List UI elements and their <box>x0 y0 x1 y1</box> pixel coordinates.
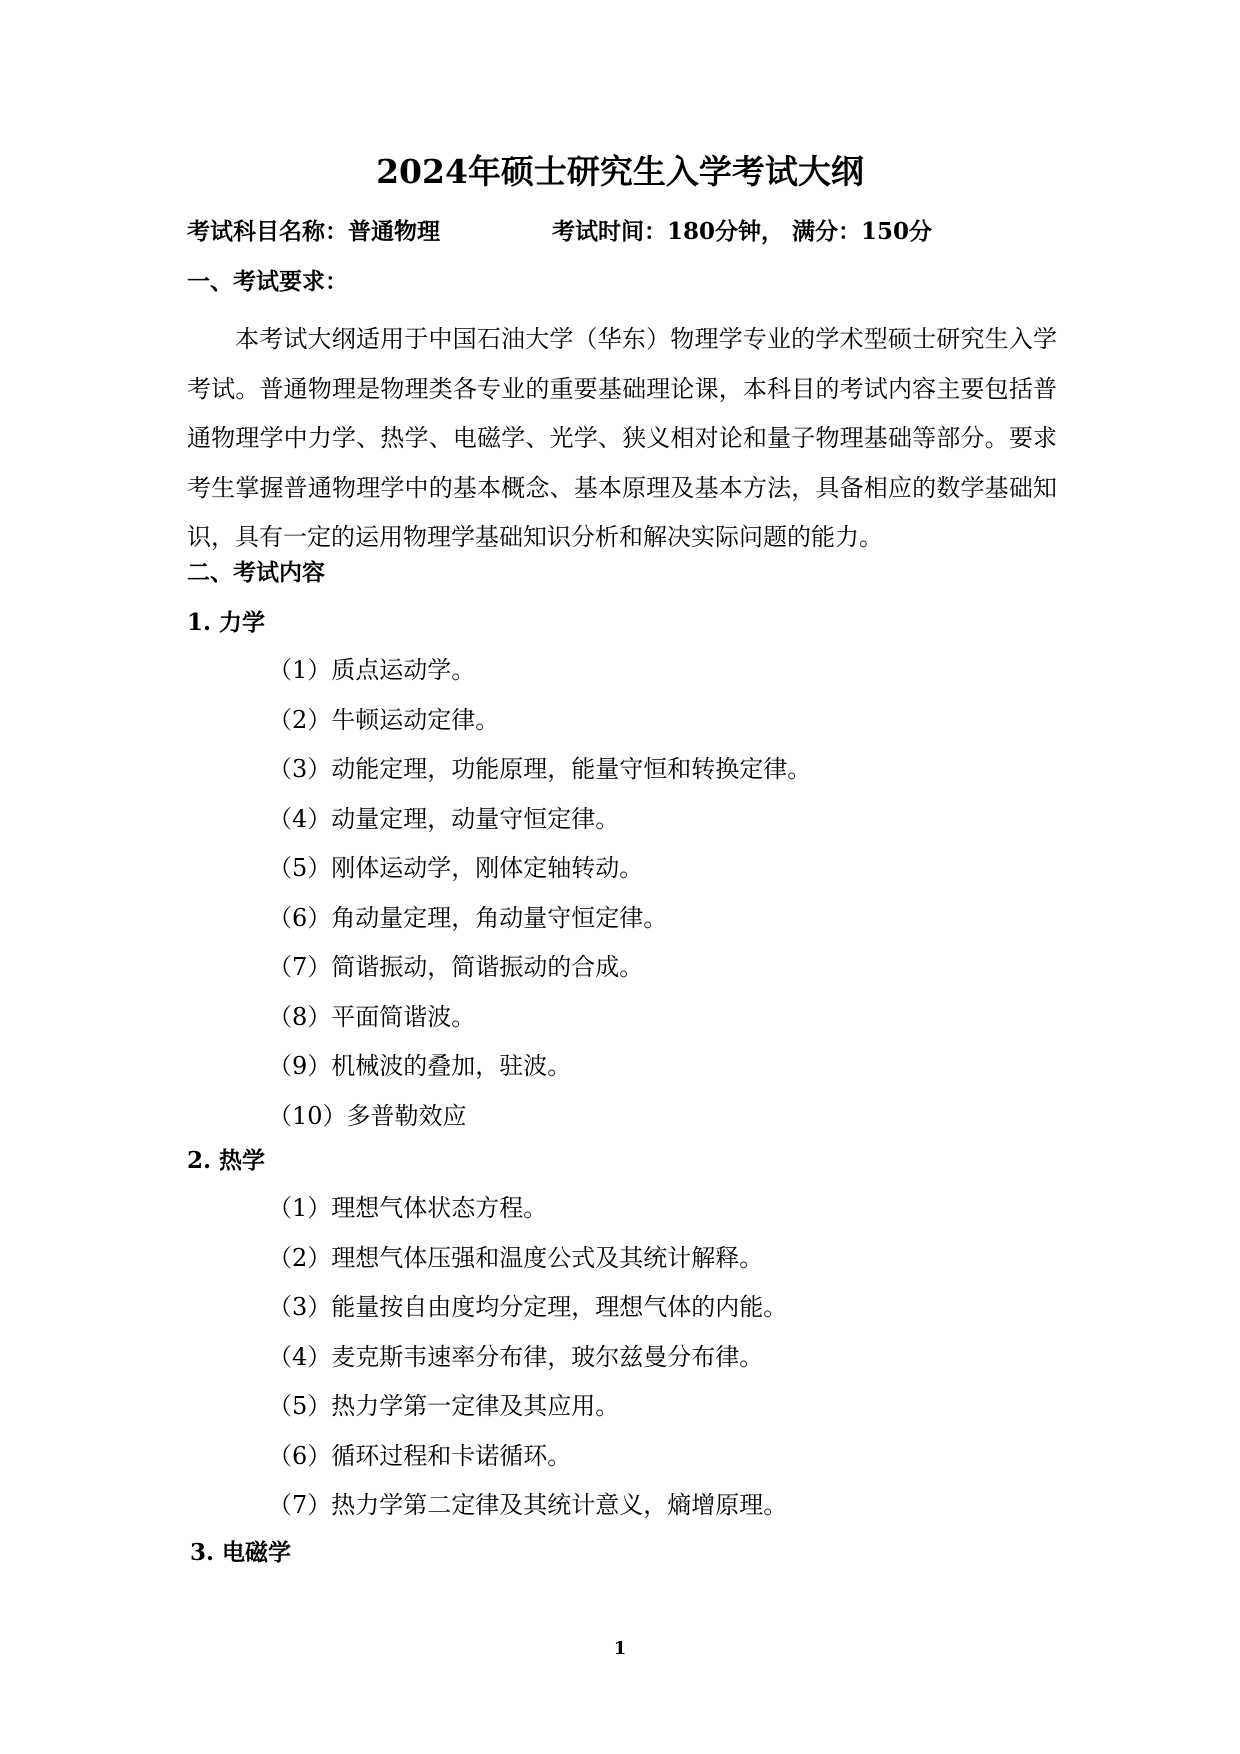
list-item: （6）循环过程和卡诺循环。 <box>268 1441 572 1470</box>
list-item: （6）角动量定理，角动量守恒定律。 <box>268 903 668 932</box>
list-item: （7）热力学第二定律及其统计意义，熵增原理。 <box>268 1491 788 1519</box>
subsection-heading-thermo: 2. 热学 <box>187 1147 266 1174</box>
list-item: （1）理想气体状态方程。 <box>268 1194 548 1222</box>
list-item: （10）多普勒效应 <box>268 1101 467 1130</box>
list-item: （3）动能定理，功能原理，能量守恒和转换定律。 <box>268 755 812 783</box>
list-item: （5）刚体运动学，刚体定轴转动。 <box>268 854 644 882</box>
list-item: （4）麦克斯韦速率分布律，玻尔兹曼分布律。 <box>268 1342 764 1371</box>
list-item: （1）质点运动学。 <box>268 656 476 684</box>
requirements-text: 本考试大纲适用于中国石油大学（华东）物理学专业的学术型硕士研究生入学考试。普通物理是物理类各专业的重要基础理论课，本科目的考试内容主要包括普通物理学中力学、热学、电磁学、光学、狭义相对论和量子物理基础等部分。要求考生掌握普通物理学中的基本概念、基本原理及基本方法，具备相应的数学基础知识，具有一定的运用物理学基础知识分析和解决实际问题的能力。 <box>187 325 1057 551</box>
mechanics-list <box>268 646 811 1141</box>
exam-subject: 考试科目名称：普通物理 <box>187 218 440 245</box>
document-title: 2024年硕士研究生入学考试大纲 <box>376 152 864 191</box>
section-heading-requirements: 一、考试要求： <box>187 268 348 295</box>
list-item: （7）简谐振动，简谐振动的合成。 <box>268 953 644 981</box>
list-item: （2）理想气体压强和温度公式及其统计解释。 <box>268 1243 764 1272</box>
list-item: （8）平面简谐波。 <box>268 1002 476 1031</box>
list-item: （4）动量定理，动量守恒定律。 <box>268 804 620 833</box>
list-item: （9）机械波的叠加，驻波。 <box>268 1052 572 1080</box>
list-item: （2）牛顿运动定律。 <box>268 705 500 734</box>
list-item: （5）热力学第一定律及其应用。 <box>268 1392 620 1420</box>
requirements-paragraph <box>187 315 1057 563</box>
list-item: （3）能量按自由度均分定理，理想气体的内能。 <box>268 1293 788 1321</box>
thermo-list <box>268 1184 787 1531</box>
page-number: 1 <box>613 1638 627 1659</box>
subsection-heading-em: 3. 电磁学 <box>190 1539 292 1566</box>
subsection-heading-mechanics: 1. 力学 <box>187 609 266 636</box>
section-heading-content: 二、考试内容 <box>187 559 325 586</box>
exam-time-score: 考试时间：180分钟， 满分：150分 <box>552 218 933 245</box>
